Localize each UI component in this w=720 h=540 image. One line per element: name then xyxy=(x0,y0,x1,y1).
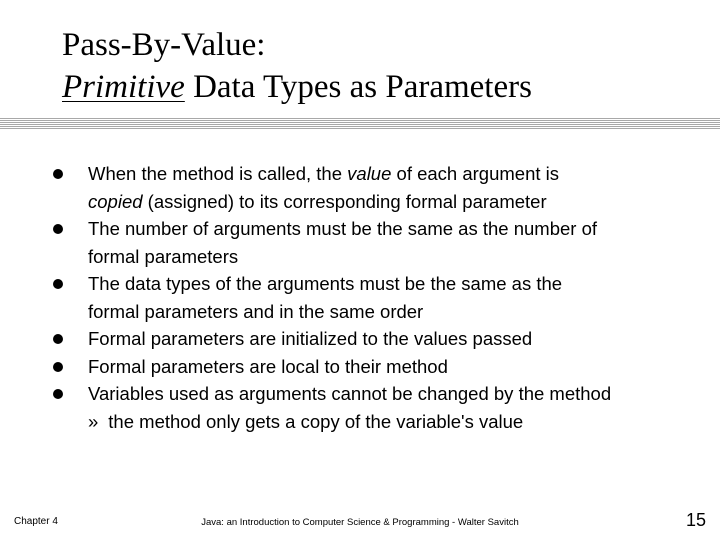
bullet-dot-icon xyxy=(53,224,63,234)
bullet-item-6 xyxy=(48,380,708,408)
bullet-3-line-1: The data types of the arguments must be the same as the xyxy=(88,273,563,294)
title-line-1: Pass-By-Value: xyxy=(62,27,266,63)
slide-title xyxy=(62,24,532,108)
bullet-2-line-2: formal parameters xyxy=(88,245,239,267)
bullet-1-emphasis-copied: copied xyxy=(88,190,143,212)
bullet-dot-icon xyxy=(53,279,63,289)
sub-bullet-text: the method only gets a copy of the variable's value xyxy=(108,410,524,432)
bullet-1-text-a: When the method is called, the xyxy=(88,163,348,184)
footer-book-title: Java: an Introduction to Computer Science & Programming - Walter Savitch xyxy=(201,517,519,528)
title-emphasis-primitive: Primitive xyxy=(62,69,185,105)
bullet-item-4 xyxy=(48,325,708,353)
sub-bullet-item xyxy=(48,408,708,436)
bullet-5-text: Formal parameters are local to their method xyxy=(88,355,448,377)
bullet-item-5 xyxy=(48,353,708,381)
bullet-2-line-1: The number of arguments must be the same as the number of xyxy=(88,218,598,239)
page-number: 15 xyxy=(685,510,706,530)
bullet-1-emphasis-value: value xyxy=(347,163,392,184)
bullet-dot-icon xyxy=(53,362,63,372)
bullet-4-text: Formal parameters are initialized to the values passed xyxy=(88,328,533,349)
sub-bullet-marker-icon: » xyxy=(88,410,99,432)
bullet-item-1 xyxy=(48,160,708,215)
bullet-item-3 xyxy=(48,270,708,325)
bullet-6-text: Variables used as arguments cannot be changed by the method xyxy=(88,383,612,404)
bullet-dot-icon xyxy=(53,169,63,179)
bullet-dot-icon xyxy=(53,334,63,344)
title-divider-rule xyxy=(0,118,720,130)
bullet-1-text-b: of each argument is xyxy=(391,163,560,184)
bullet-list xyxy=(48,160,708,435)
bullet-1-text-c: (assigned) to its corresponding formal parameter xyxy=(142,190,547,212)
title-line-2 xyxy=(62,66,532,108)
footer-chapter: Chapter 4 xyxy=(14,516,58,527)
bullet-item-2 xyxy=(48,215,708,270)
title-line-2-rest: Data Types as Parameters xyxy=(184,69,532,105)
bullet-dot-icon xyxy=(53,389,63,399)
bullet-3-line-2: formal parameters and in the same order xyxy=(88,300,424,322)
